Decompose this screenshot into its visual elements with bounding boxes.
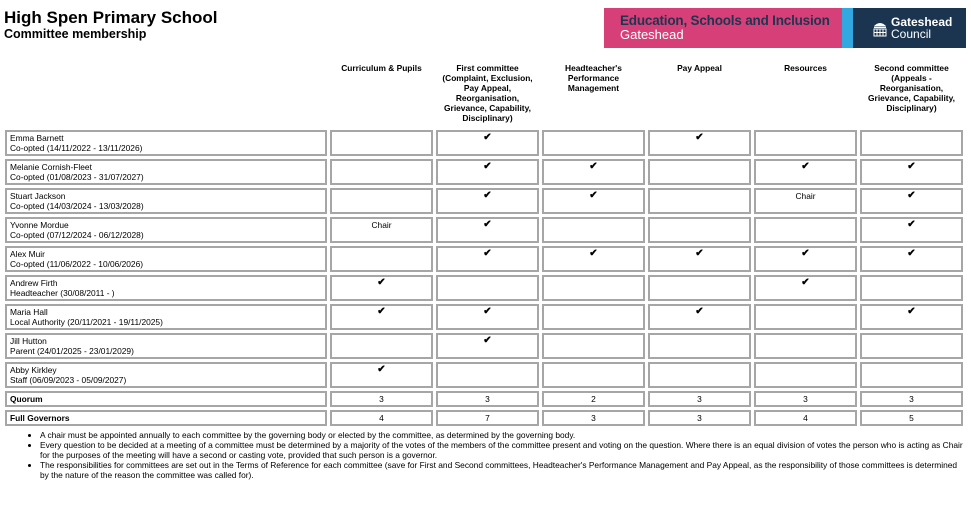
membership-cell bbox=[860, 333, 963, 359]
member-cell: Maria Hall Local Authority (20/11/2021 - 19/11/2025) bbox=[5, 304, 327, 330]
membership-cell: ✔ bbox=[542, 159, 645, 185]
membership-cell: ✔ bbox=[436, 130, 539, 156]
membership-cell: ✔ bbox=[436, 333, 539, 359]
note-item: • Every question to be decided at a meeting of a committee must be determined by a majority of the votes of the members of the committee present and voting on the question. Where there is an equal division of votes the person who is acting as Chair for the purposes of the meeting will have a second or casting vote, provided that such person is a governor. bbox=[40, 440, 964, 460]
member-cell: Abby Kirkley Staff (06/09/2023 - 05/09/2027) bbox=[5, 362, 327, 388]
council-banner bbox=[604, 8, 966, 48]
banner-divider bbox=[842, 8, 853, 48]
membership-cell bbox=[754, 304, 857, 330]
member-cell: Alex Muir Co-opted (11/06/2022 - 10/06/2026) bbox=[5, 246, 327, 272]
header-first-committee: First committee (Complaint, Exclusion, Pay Appeal, Reorganisation, Grievance, Capability, Disciplinary) bbox=[442, 63, 533, 123]
membership-cell: ✔ bbox=[860, 304, 963, 330]
council-name-line1: Gateshead bbox=[891, 15, 953, 29]
table-row bbox=[5, 217, 963, 243]
quorum-value: 3 bbox=[330, 391, 433, 407]
notes-list bbox=[24, 430, 964, 480]
table-row bbox=[5, 246, 963, 272]
membership-cell bbox=[860, 362, 963, 388]
membership-cell bbox=[330, 159, 433, 185]
membership-cell bbox=[754, 217, 857, 243]
service-name: Education, Schools and Inclusion bbox=[620, 13, 830, 28]
membership-cell: Chair bbox=[330, 217, 433, 243]
table-row bbox=[5, 188, 963, 214]
quorum-value: 3 bbox=[436, 391, 539, 407]
membership-cell: ✔ bbox=[436, 246, 539, 272]
membership-cell bbox=[754, 333, 857, 359]
member-cell: Yvonne Mordue Co-opted (07/12/2024 - 06/12/2028) bbox=[5, 217, 327, 243]
membership-cell: ✔ bbox=[648, 130, 751, 156]
table-row bbox=[5, 275, 963, 301]
service-banner bbox=[604, 8, 842, 48]
quorum-value: 3 bbox=[754, 391, 857, 407]
full-governors-label: Full Governors bbox=[5, 410, 327, 426]
membership-cell bbox=[648, 159, 751, 185]
quorum-value: 3 bbox=[648, 391, 751, 407]
membership-cell: ✔ bbox=[860, 159, 963, 185]
member-cell: Stuart Jackson Co-opted (14/03/2024 - 13/03/2028) bbox=[5, 188, 327, 214]
member-cell: Melanie Cornish-Fleet Co-opted (01/08/2023 - 31/07/2027) bbox=[5, 159, 327, 185]
membership-cell: ✔ bbox=[648, 304, 751, 330]
full-governors-value: 4 bbox=[754, 410, 857, 426]
membership-cell: ✔ bbox=[860, 246, 963, 272]
membership-cell bbox=[860, 130, 963, 156]
membership-cell bbox=[648, 275, 751, 301]
membership-cell bbox=[542, 275, 645, 301]
membership-cell bbox=[542, 362, 645, 388]
table-header-row bbox=[5, 61, 963, 127]
header-headteacher-performance: Headteacher's Performance Management bbox=[565, 63, 622, 93]
page-title: High Spen Primary School bbox=[4, 8, 218, 27]
full-governors-value: 5 bbox=[860, 410, 963, 426]
note-item: • A chair must be appointed annually to each committee by the governing body or elected by the committee, as determined by the governing body. bbox=[40, 430, 964, 440]
membership-cell: ✔ bbox=[648, 246, 751, 272]
council-name-line2: Council bbox=[891, 27, 932, 41]
membership-cell bbox=[436, 275, 539, 301]
quorum-label: Quorum bbox=[5, 391, 327, 407]
membership-cell bbox=[648, 188, 751, 214]
membership-cell bbox=[330, 333, 433, 359]
header-pay-appeal: Pay Appeal bbox=[677, 63, 722, 73]
membership-cell: ✔ bbox=[436, 304, 539, 330]
council-logo bbox=[853, 8, 966, 48]
membership-cell bbox=[648, 217, 751, 243]
membership-cell: ✔ bbox=[330, 304, 433, 330]
table-row bbox=[5, 159, 963, 185]
full-governors-value: 3 bbox=[542, 410, 645, 426]
header-curriculum-pupils: Curriculum & Pupils bbox=[341, 63, 422, 73]
member-cell: Jill Hutton Parent (24/01/2025 - 23/01/2029) bbox=[5, 333, 327, 359]
membership-cell bbox=[648, 362, 751, 388]
full-governors-value: 3 bbox=[648, 410, 751, 426]
member-cell: Emma Barnett Co-opted (14/11/2022 - 13/11/2026) bbox=[5, 130, 327, 156]
quorum-row bbox=[5, 391, 963, 407]
membership-cell bbox=[436, 362, 539, 388]
membership-cell: ✔ bbox=[860, 188, 963, 214]
service-area: Gateshead bbox=[620, 27, 684, 42]
membership-cell: ✔ bbox=[860, 217, 963, 243]
member-cell: Andrew Firth Headteacher (30/08/2011 - ) bbox=[5, 275, 327, 301]
membership-cell: ✔ bbox=[330, 362, 433, 388]
full-governors-value: 7 bbox=[436, 410, 539, 426]
membership-cell: ✔ bbox=[542, 246, 645, 272]
table-row bbox=[5, 333, 963, 359]
membership-cell: ✔ bbox=[436, 188, 539, 214]
membership-cell bbox=[648, 333, 751, 359]
town-hall-icon bbox=[873, 19, 887, 37]
table-row bbox=[5, 130, 963, 156]
membership-cell: ✔ bbox=[330, 275, 433, 301]
membership-cell: ✔ bbox=[542, 188, 645, 214]
note-item: • The responsibilities for committees are set out in the Terms of Reference for each committee (save for First and Second committees, Headteacher's Performance Management and Pay Appeal, as the responsibility of those committees is determined by the nature of the reason the committee was called for). bbox=[40, 460, 964, 480]
membership-cell bbox=[542, 130, 645, 156]
membership-cell: ✔ bbox=[436, 159, 539, 185]
membership-cell bbox=[330, 188, 433, 214]
membership-cell bbox=[542, 333, 645, 359]
membership-cell bbox=[330, 130, 433, 156]
membership-cell bbox=[542, 304, 645, 330]
table-row bbox=[5, 362, 963, 388]
table-row bbox=[5, 304, 963, 330]
membership-cell bbox=[330, 246, 433, 272]
full-governors-row bbox=[5, 410, 963, 426]
quorum-value: 2 bbox=[542, 391, 645, 407]
membership-cell bbox=[860, 275, 963, 301]
membership-cell: ✔ bbox=[436, 217, 539, 243]
committee-membership-table bbox=[2, 58, 966, 429]
membership-cell bbox=[542, 217, 645, 243]
header-second-committee: Second committee (Appeals - Reorganisation, Grievance, Capability, Disciplinary) bbox=[868, 63, 955, 113]
page-subtitle: Committee membership bbox=[4, 27, 147, 41]
header-resources: Resources bbox=[784, 63, 827, 73]
full-governors-value: 4 bbox=[330, 410, 433, 426]
membership-cell: ✔ bbox=[754, 159, 857, 185]
quorum-value: 3 bbox=[860, 391, 963, 407]
membership-cell: ✔ bbox=[754, 275, 857, 301]
membership-cell bbox=[754, 362, 857, 388]
header-member bbox=[5, 61, 327, 127]
membership-cell bbox=[754, 130, 857, 156]
membership-cell: ✔ bbox=[754, 246, 857, 272]
membership-cell: Chair bbox=[754, 188, 857, 214]
